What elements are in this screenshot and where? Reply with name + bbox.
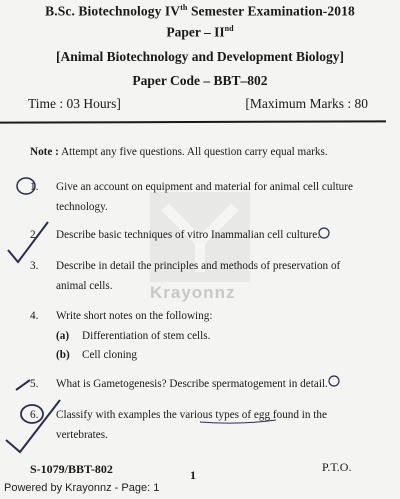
question-number: 4. xyxy=(30,310,39,322)
question-text: Write short notes on the following: xyxy=(56,310,213,322)
footer-paper-code: S-1079/BBT-802 xyxy=(30,462,113,476)
subject-title: [Animal Biotechnology and Development Biology] xyxy=(55,49,344,64)
please-turn-over: P.T.O. xyxy=(322,460,352,474)
instructions-note: Note : Attempt any five questions. All question carry equal marks. xyxy=(30,146,328,158)
tick-mark-q2 xyxy=(8,222,48,262)
question-text: Give an account on equipment and material for animal cell culture technology. xyxy=(56,181,353,213)
header-divider xyxy=(0,120,386,123)
question-number: 5. xyxy=(30,378,39,390)
question-number: 3. xyxy=(30,260,39,272)
powered-by-caption: Powered by Krayonnz - Page: 1 xyxy=(4,482,160,494)
question-number: 2. xyxy=(30,229,39,241)
page-number: 1 xyxy=(190,468,196,482)
question-text: Describe basic techniques of vitro Inammalian cell culture. xyxy=(56,229,321,241)
watermark-text: Krayonnz xyxy=(150,283,236,302)
question-number: 1. xyxy=(30,181,39,193)
exam-title: B.Sc. Biotechnology IVth Semester Examination-2018 xyxy=(45,3,355,19)
maximum-marks: [Maximum Marks : 80 xyxy=(245,96,368,111)
paper-code: Paper Code – BBT–802 xyxy=(132,73,268,88)
subpart-label: (b) xyxy=(56,349,70,361)
paper-number: Paper – IInd xyxy=(166,24,234,40)
question-number: 6. xyxy=(30,409,39,421)
question-text: Classify with examples the various types of egg found in the vertebrates. xyxy=(56,409,327,441)
subpart-label: (a) xyxy=(56,330,70,342)
question-text: What is Gametogenesis? Describe spermatogement in detail. xyxy=(56,378,328,390)
tick-mark-q5 xyxy=(16,380,30,390)
question-text: Describe in detail the principles and methods of preservation of animal cells. xyxy=(56,260,341,292)
subpart-text: Cell cloning xyxy=(82,349,137,361)
time-allowed: Time : 03 Hours] xyxy=(28,96,121,111)
subpart-text: Differentiation of stem cells. xyxy=(82,330,211,342)
